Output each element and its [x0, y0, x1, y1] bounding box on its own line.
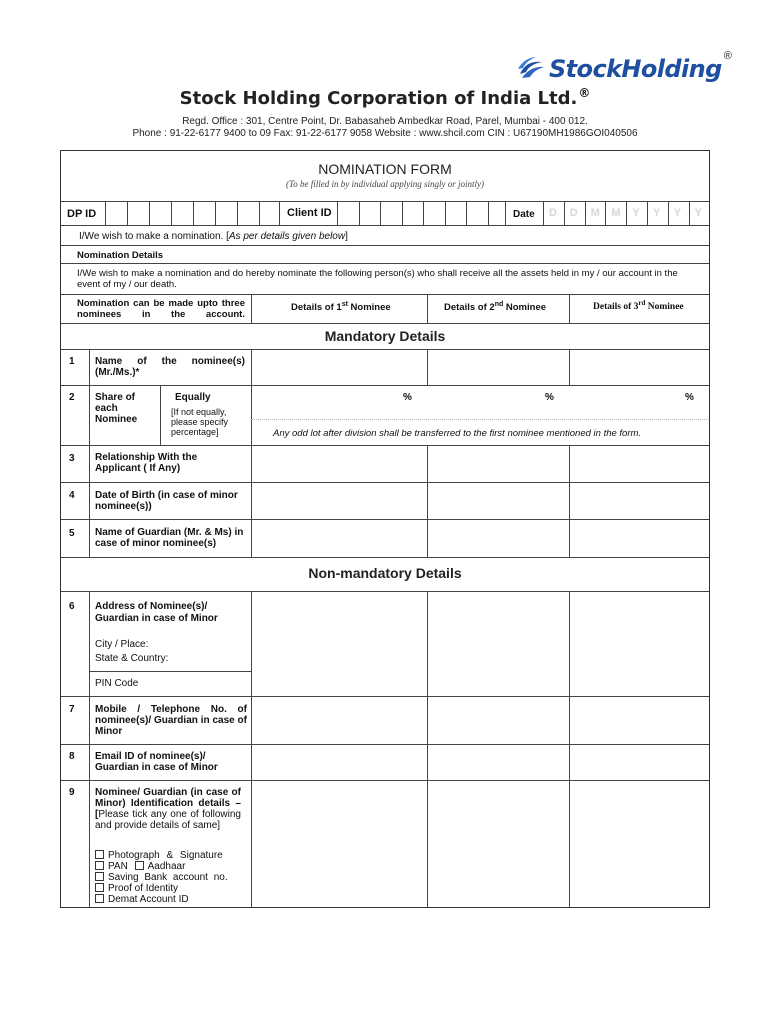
nominee-3-guardian-field[interactable]	[570, 520, 709, 557]
form-subtitle: (To be filled in by individual applying singly or jointly)	[286, 179, 484, 189]
declaration-text: I/We wish to make a nomination and do hereby nominate the following person(s) who shall receive all the assets held in my / our account in the event of my / our death.	[77, 268, 678, 290]
nominee-3-name-field[interactable]	[570, 350, 709, 385]
client-id-digit-box[interactable]	[466, 201, 488, 225]
nominee-1-guardian-field[interactable]	[252, 520, 426, 557]
dp-id-digit-box[interactable]	[237, 201, 259, 225]
intro-statement: I/We wish to make a nomination. [As per details given below]	[79, 231, 348, 242]
checkbox-icon[interactable]	[95, 883, 104, 892]
nominee-1-email-field[interactable]	[252, 745, 426, 780]
client-id-label: Client ID	[287, 207, 332, 219]
row-6-number: 6	[69, 601, 75, 612]
row-2-number: 2	[69, 392, 75, 403]
pin-code-label: PIN Code	[95, 678, 139, 689]
date-of-birth-label: Date of Birth (in case of minor nominee(s))	[95, 490, 238, 512]
date-placeholder: M	[611, 207, 621, 219]
id-option-proof-of-identity[interactable]: Proof of Identity	[95, 883, 178, 894]
client-id-digit-box[interactable]	[380, 201, 402, 225]
row-4-number: 4	[69, 490, 75, 501]
client-id-digit-box[interactable]	[359, 201, 381, 225]
id-option-saving-bank[interactable]: Saving Bank account no.	[95, 872, 228, 883]
nominee-3-identification-field[interactable]	[570, 781, 709, 907]
nominee-2-identification-field[interactable]	[428, 781, 568, 907]
checkbox-icon[interactable]	[135, 861, 144, 870]
share-equally-label: Equally	[175, 392, 211, 403]
nominee-1-percent-symbol: %	[403, 392, 412, 403]
nominee-3-address-field[interactable]	[570, 592, 709, 696]
nominee-1-name-field[interactable]	[252, 350, 426, 385]
checkbox-icon[interactable]	[95, 872, 104, 881]
client-id-digit-box[interactable]	[423, 201, 445, 225]
nominee-3-dob-field[interactable]	[570, 483, 709, 519]
form-title: NOMINATION FORM	[318, 161, 452, 177]
date-placeholder: M	[590, 207, 600, 219]
date-placeholder: D	[569, 207, 578, 219]
checkbox-icon[interactable]	[95, 861, 104, 870]
nominee-2-name-field[interactable]	[428, 350, 568, 385]
nominee-1-relationship-field[interactable]	[252, 446, 426, 482]
odd-lot-note: Any odd lot after division shall be transferred to the first nominee mentioned in the form.	[273, 428, 642, 439]
row-9-number: 9	[69, 787, 75, 798]
nominee-1-mobile-field[interactable]	[252, 697, 426, 744]
nominee-limit-note: Nomination can be made upto three nominees in the account.	[77, 298, 245, 320]
nominee-2-share-field[interactable]	[428, 386, 540, 416]
share-not-equally-note: [If not equally, please specify percentage]	[171, 407, 229, 437]
nominee-3-relationship-field[interactable]	[570, 446, 709, 482]
nominee-2-relationship-field[interactable]	[428, 446, 568, 482]
nominee-3-share-field[interactable]	[570, 386, 682, 416]
nomination-details-heading: Nomination Details	[77, 250, 164, 261]
date-placeholder: D	[549, 207, 557, 219]
date-placeholder: Y	[632, 207, 640, 219]
nominee-3-email-field[interactable]	[570, 745, 709, 780]
nominee-1-column-header: Details of 1st Nominee	[291, 300, 391, 313]
nomination-form	[60, 150, 710, 908]
date-placeholder: Y	[694, 207, 702, 219]
id-option-demat-account[interactable]: Demat Account ID	[95, 894, 189, 905]
stockholding-swirl-icon	[516, 54, 546, 84]
nominee-1-identification-field[interactable]	[252, 781, 426, 907]
registered-office-address: Regd. Office : 301, Centre Point, Dr. Babasaheb Ambedkar Road, Parel, Mumbai - 400 012.	[182, 116, 588, 127]
company-reg-mark: ®	[578, 86, 591, 100]
brand-logo-text: StockHolding	[549, 55, 722, 83]
id-option-pan-aadhaar[interactable]: PAN Aadhaar	[95, 861, 185, 872]
non-mandatory-details-heading: Non-mandatory Details	[308, 565, 462, 581]
row-3-number: 3	[69, 453, 75, 464]
dp-id-digit-box[interactable]	[259, 201, 281, 225]
row-8-number: 8	[69, 751, 75, 762]
state-country-label: State & Country:	[95, 653, 169, 664]
dp-id-digit-box[interactable]	[215, 201, 237, 225]
nominee-2-percent-symbol: %	[545, 392, 554, 403]
nominee-2-dob-field[interactable]	[428, 483, 568, 519]
share-label: Share of each Nominee	[95, 392, 138, 425]
nominee-3-percent-symbol: %	[685, 392, 694, 403]
address-label: Address of Nominee(s)/ Guardian in case of Minor	[95, 601, 218, 624]
identification-label: Nominee/ Guardian (in case of Minor) Identification details – [Please tick any one of following and provide details of same]	[95, 787, 241, 831]
mobile-label: Mobile / Telephone No. of nominee(s)/ Guardian in case of Minor	[95, 704, 247, 737]
dp-id-digit-box[interactable]	[171, 201, 193, 225]
dp-id-label: DP ID	[67, 208, 97, 220]
account-id-row	[61, 201, 709, 225]
client-id-digit-box[interactable]	[445, 201, 467, 225]
nominee-1-dob-field[interactable]	[252, 483, 426, 519]
nominee-2-guardian-field[interactable]	[428, 520, 568, 557]
city-label: City / Place:	[95, 639, 149, 650]
email-label: Email ID of nominee(s)/ Guardian in case of Minor	[95, 751, 218, 773]
nominee-3-mobile-field[interactable]	[570, 697, 709, 744]
dp-id-digit-box[interactable]	[193, 201, 215, 225]
relationship-label: Relationship With the Applicant ( If Any)	[95, 452, 198, 474]
checkbox-icon[interactable]	[95, 894, 104, 903]
nominee-2-mobile-field[interactable]	[428, 697, 568, 744]
date-label: Date	[513, 209, 535, 220]
contact-details: Phone : 91-22-6177 9400 to 09 Fax: 91-22-6177 9058 Website : www.shcil.com CIN : U67190MH1986GOI040506	[132, 128, 638, 139]
nominee-3-column-header: Details of 3rd Nominee	[593, 298, 684, 312]
brand-reg-mark: ®	[723, 50, 732, 62]
row-5-number: 5	[69, 528, 75, 539]
nominee-2-column-header: Details of 2nd Nominee	[444, 300, 547, 313]
dp-id-digit-box[interactable]	[105, 201, 127, 225]
guardian-name-label: Name of Guardian (Mr. & Ms) in case of minor nominee(s)	[95, 527, 244, 549]
date-placeholder: Y	[673, 207, 682, 219]
row-1-number: 1	[69, 356, 75, 367]
nominee-1-address-field[interactable]	[252, 592, 426, 696]
nominee-name-label: Name of the nominee(s) (Mr./Ms.)*	[95, 356, 245, 378]
date-placeholder: Y	[653, 207, 661, 219]
dp-id-digit-box[interactable]	[149, 201, 171, 225]
dp-id-digit-box[interactable]	[127, 201, 149, 225]
nominee-2-address-field[interactable]	[428, 592, 568, 696]
checkbox-icon[interactable]	[95, 850, 104, 859]
client-id-digit-box[interactable]	[337, 201, 359, 225]
id-option-photograph-signature[interactable]: Photograph & Signature	[95, 850, 223, 861]
client-id-digit-box[interactable]	[402, 201, 424, 225]
nominee-1-share-field[interactable]	[252, 386, 398, 416]
stockholding-logo	[516, 52, 732, 86]
nominee-2-email-field[interactable]	[428, 745, 568, 780]
company-name: Stock Holding Corporation of India Ltd.®	[179, 86, 591, 109]
mandatory-details-heading: Mandatory Details	[324, 328, 446, 344]
row-7-number: 7	[69, 704, 75, 715]
